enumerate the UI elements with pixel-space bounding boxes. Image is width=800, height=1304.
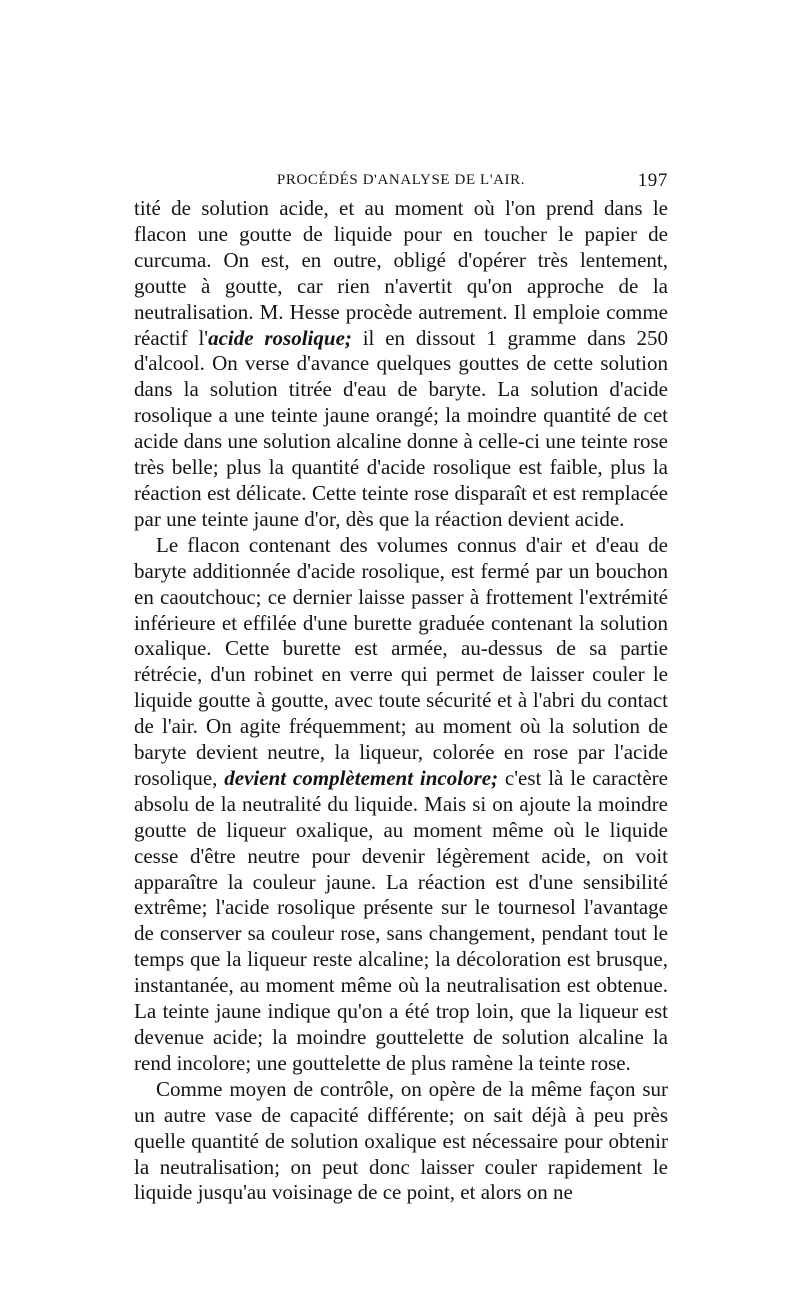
text-run: c'est là le caractère absolu de la neutralité du liquide. Mais si on ajoute la moindre goutte de liqueur oxalique, au moment même où le liquide cesse d'être neutre pour devenir légèrement acide, on voit apparaître la couleur jaune. La réaction est d'une sensibilité extrême; l'acide rosolique présente sur le tournesol l'avantage de conserver sa couleur rose, sans changement, pendant tout le temps que la liqueur reste alcaline; la décoloration est brusque, instantanée, au moment même où la neutralisation est obtenue. La teinte jaune indique qu'on a été trop loin, que la liqueur est devenue acide; la moindre gouttelette de solution alcaline la rend incolore; une gouttelette de plus ramène la teinte rose.: [134, 765, 668, 1075]
text-run: Comme moyen de contrôle, on opère de la même façon sur un autre vase de capacité différente; on sait déjà à peu près quelle quantité de solution oxalique est nécessaire pour obtenir la neutralisation; on peut donc laisser couler rapidement le liquide jusqu'au voisinage de ce point, et alors on ne: [134, 1076, 668, 1205]
book-page: [134, 168, 668, 1206]
paragraph: [134, 1077, 668, 1207]
emphasis-run: acide rosolique;: [208, 325, 352, 350]
paragraph: [134, 533, 668, 1077]
running-head: [134, 168, 668, 196]
emphasis-run: devient complètement incolore;: [224, 765, 499, 790]
paragraph: [134, 196, 668, 533]
text-run: Le flacon contenant des volumes connus d'air et d'eau de baryte additionnée d'acide rosolique, est fermé par un bouchon en caoutchouc; ce dernier laisse passer à frottement l'extrémité inférieure et effilée d'une burette graduée contenant la solution oxalique. Cette burette est armée, au-dessus de sa partie rétrécie, d'un robinet en verre qui permet de laisser couler le liquide goutte à goutte, avec toute sécurité et à l'abri du contact de l'air. On agite fréquemment; au moment où la solution de baryte devient neutre, la liqueur, colorée en rose par l'acide rosolique,: [134, 532, 668, 790]
running-title: PROCÉDÉS D'ANALYSE DE L'AIR.: [276, 172, 526, 188]
body-text: [134, 196, 668, 1206]
text-run: il en dissout 1 gramme dans 250 d'alcool. On verse d'avance quelques gouttes de cette solution dans la solution titrée d'eau de baryte. La solution d'acide rosolique a une teinte jaune orangé; la moindre quantité de cet acide dans une solution alcaline donne à celle-ci une teinte rose très belle; plus la quantité d'acide rosolique est faible, plus la réaction est délicate. Cette teinte rose disparaît et est remplacée par une teinte jaune d'or, dès que la réaction devient acide.: [134, 325, 668, 531]
page-number: 197: [637, 170, 668, 191]
text-run: tité de solution acide, et au moment où l'on prend dans le flacon une goutte de liquide pour en toucher le papier de curcuma. On est, en outre, obligé d'opérer très lentement, goutte à goutte, car rien n'avertit qu'on approche de la neutralisation. M. Hesse procède autrement. Il emploie comme réactif l': [134, 196, 668, 350]
